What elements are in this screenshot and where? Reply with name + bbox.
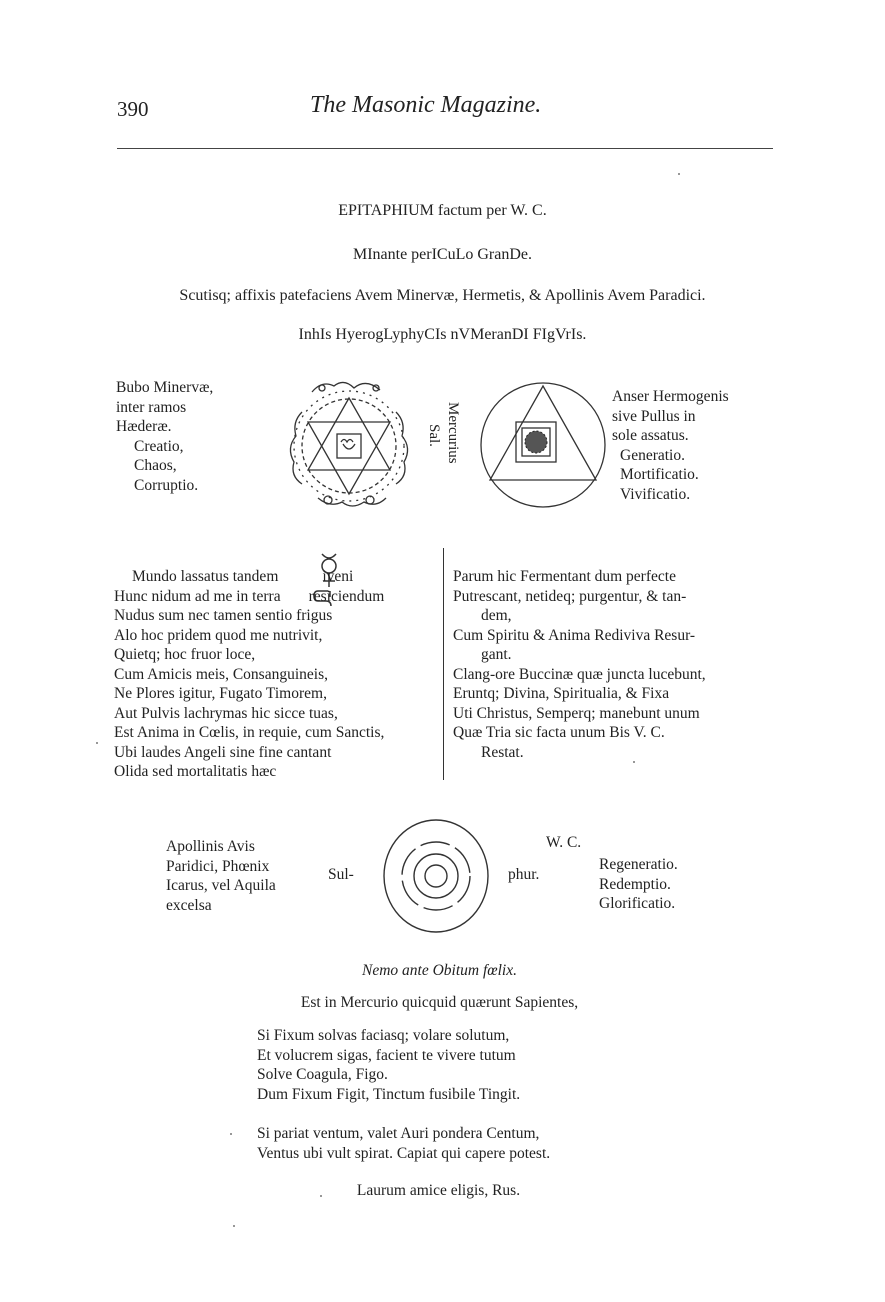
poem-line: Olida sed mortalitatis hæc (114, 763, 277, 780)
caption-line: Vivificatio. (620, 485, 691, 503)
caption-line: sive Pullus in (612, 407, 696, 425)
caption-line: Chaos, (134, 457, 177, 474)
header-rule (117, 148, 773, 149)
caption-line: inter ramos (116, 398, 187, 416)
hexagram-wreath-seal-icon (282, 372, 416, 514)
speck (320, 1195, 322, 1197)
mercurius-label: Mercurius (445, 402, 461, 464)
poem-line: gant. (481, 646, 512, 663)
caption-line: Icarus, vel Aquila (166, 877, 276, 894)
phoenix-caption (166, 837, 276, 915)
poem-line: Cum Spiritu & Anima Rediviva Resur- (453, 626, 696, 644)
caption-line: Mortificatio. (620, 466, 699, 483)
verse-line: Dum Fixum Figit, Tinctum fusibile Tingit. (257, 1085, 521, 1103)
poem-right-column (453, 567, 706, 762)
poem-line: Clang-ore Buccinæ quæ juncta lucebunt, (453, 665, 706, 683)
verse-line: Solve Coagula, Figo. (257, 1066, 388, 1083)
caption-line: excelsa (166, 896, 212, 914)
goose-caption (612, 387, 729, 504)
verse-line: Si pariat ventum, valet Auri pondera Centum, (257, 1125, 540, 1142)
speck (96, 742, 98, 744)
poem-line: Uti Christus, Semperq; manebunt unum (453, 704, 700, 722)
speck (233, 1225, 235, 1227)
poem-line: Ubi laudes Angeli sine fine cantant (114, 743, 332, 761)
hieroglyph-line: InhIs HyerogLyphyCIs nVMeranDI FIgVrIs. (298, 326, 587, 343)
regeneration-caption (599, 855, 678, 914)
poem-line: Parum hic Fermentant dum perfecte (453, 568, 676, 585)
caption-line: Creatio, (134, 437, 184, 455)
verse-line: Et volucrem sigas, facient te vivere tutum (257, 1046, 516, 1064)
column-divider (443, 548, 444, 780)
shields-line: Scutisq; affixis patefaciens Avem Minervæ, Hermetis, & Apollinis Avem Paradici. (179, 287, 706, 304)
poem-line: Nudus sum nec tamen sentio frigus (114, 607, 333, 624)
caption-line: Redemptio. (599, 875, 671, 893)
speck (678, 173, 680, 175)
poem-line (114, 587, 384, 607)
verse-line: Ventus ubi vult spirat. Capiat qui capere potest. (257, 1144, 551, 1162)
caption-line: Apollinis Avis (166, 838, 255, 855)
caption-line: Anser Hermogenis (612, 388, 729, 405)
poem-line: Cum Amicis meis, Consanguineis, (114, 665, 328, 683)
owl-caption (116, 378, 213, 495)
running-title: The Masonic Magazine. (310, 92, 542, 118)
poem-line: Restat. (481, 743, 524, 761)
caption-line: Hæderæ. (116, 418, 172, 435)
poem-line: Ne Plores igitur, Fugato Timorem, (114, 685, 327, 702)
motto: Nemo ante Obitum fœlix. (362, 962, 517, 979)
speck (230, 1133, 232, 1135)
poem-line: Est Anima in Cœlis, in requie, cum Sanctis, (114, 724, 385, 741)
poem-line: dem, (481, 607, 512, 624)
caption-line: Paridici, Phœnix (166, 857, 270, 875)
stanza-two (257, 1124, 550, 1163)
poem-line: Alo hoc pridem quod me nutrivit, (114, 626, 323, 644)
triangle-in-circle-seal-icon (478, 380, 608, 510)
poem-line: Putrescant, netideq; purgentur, & tan- (453, 587, 687, 605)
caption-line: Glorificatio. (599, 895, 676, 912)
speck (633, 761, 635, 763)
poem-left-column (114, 567, 384, 782)
poem-line (114, 567, 384, 587)
chronogram-line: MInante perICuLo GranDe. (352, 246, 533, 263)
poem-line: Quæ Tria sic facta unum Bis V. C. (453, 724, 665, 741)
epitaph-heading: EPITAPHIUM factum per W. C. (338, 202, 547, 219)
caption-line: Corruptio. (134, 476, 199, 494)
caption-line: Bubo Minervæ, (116, 379, 214, 396)
poem-fragment: Hunc nidum ad me in terra (114, 587, 281, 605)
wc-label: W. C. (546, 834, 582, 851)
poem-line: Quietq; hoc fruor loce, (114, 646, 256, 663)
caption-line: Regeneratio. (599, 856, 678, 873)
verse-line: Si Fixum solvas faciasq; volare solutum, (257, 1027, 510, 1044)
caption-line: sole assatus. (612, 427, 689, 444)
page-number: 390 (117, 97, 149, 121)
mercurio-line: Est in Mercurio quicquid quærunt Sapientes, (300, 994, 579, 1011)
poem-fragment: iveni (322, 568, 354, 585)
concentric-circles-seal-icon (381, 817, 491, 935)
caption-line: Generatio. (620, 446, 685, 464)
phur-label: phur. (508, 866, 540, 883)
poem-fragment: Mundo lassatus tandem (132, 568, 279, 585)
poem-fragment: resiciendum (308, 587, 385, 605)
sul-label: Sul- (328, 866, 354, 883)
final-line: Laurum amice eligis, Rus. (356, 1182, 521, 1199)
stanza-one (257, 1026, 520, 1104)
poem-line: Aut Pulvis lachrymas hic sicce tuas, (114, 704, 338, 722)
poem-line: Eruntq; Divina, Spiritualia, & Fixa (453, 685, 670, 702)
sal-label: Sal. (426, 424, 442, 447)
